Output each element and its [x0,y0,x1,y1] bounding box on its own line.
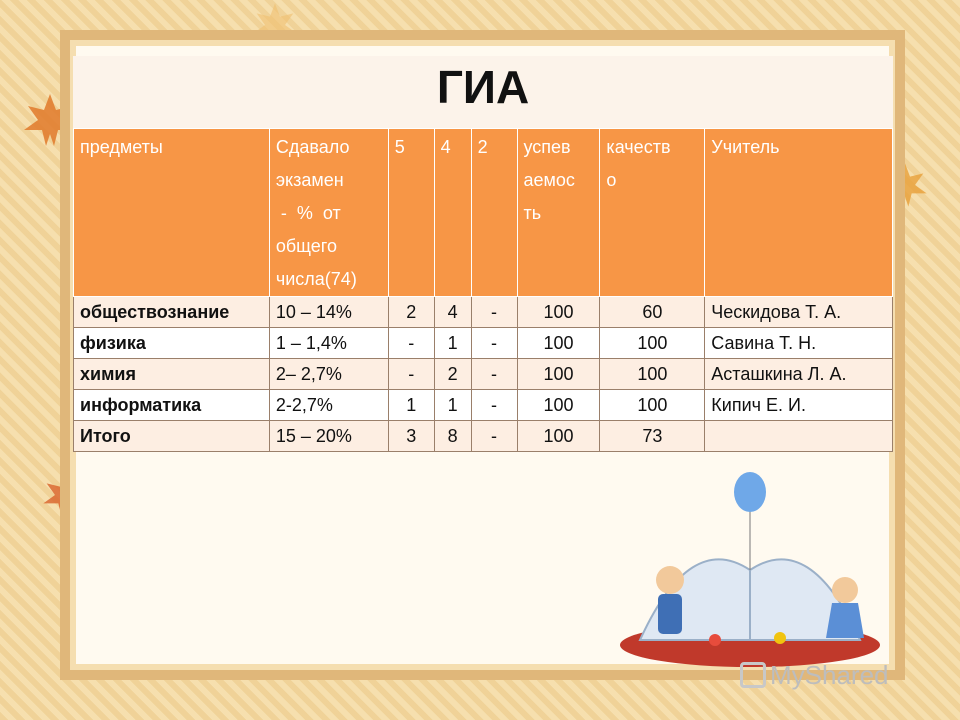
table-row [74,390,893,421]
cell-grade-5: 2 [388,297,434,328]
cell-took-exam: 1 – 1,4% [269,328,388,359]
cell-teacher: Кипич Е. И. [705,390,893,421]
school-book-illustration [600,470,900,680]
cell-took-exam: 10 – 14% [269,297,388,328]
cell-subject: информатика [74,390,270,421]
cell-progress: 100 [517,328,600,359]
cell-took-exam: 15 – 20% [269,421,388,452]
header-line: Сдавало [275,137,350,157]
cell-quality: 73 [600,421,705,452]
cell-took-exam: 2-2,7% [269,390,388,421]
cell-grade-4: 4 [434,297,471,328]
header-quality [600,129,705,297]
cell-teacher: Савина Т. Н. [705,328,893,359]
header-grade-5: 5 [388,129,434,297]
cell-subject: обществознание [74,297,270,328]
cell-quality: 60 [600,297,705,328]
watermark-logo-icon [740,662,766,688]
cell-quality: 100 [600,328,705,359]
header-line: аемос [523,170,575,190]
title-band [73,56,893,128]
cell-quality: 100 [600,359,705,390]
cell-subject: химия [74,359,270,390]
cell-progress: 100 [517,297,600,328]
header-grade-4: 4 [434,129,471,297]
cell-grade-2: - [471,421,517,452]
cell-grade-4: 2 [434,359,471,390]
cell-subject: физика [74,328,270,359]
header-line: экзамен [275,170,344,190]
table-row [74,421,893,452]
cell-grade-5: - [388,328,434,359]
header-took-exam [269,129,388,297]
cell-quality: 100 [600,390,705,421]
cell-grade-5: - [388,359,434,390]
cell-progress: 100 [517,390,600,421]
cell-teacher [705,421,893,452]
cell-grade-2: - [471,359,517,390]
cell-teacher: Ческидова Т. А. [705,297,893,328]
header-subject: предметы [74,129,270,297]
cell-grade-5: 3 [388,421,434,452]
cell-teacher: Асташкина Л. А. [705,359,893,390]
cell-grade-2: - [471,297,517,328]
header-progress [517,129,600,297]
cell-grade-4: 1 [434,328,471,359]
header-line: - % от [275,203,341,223]
cell-subject: Итого [74,421,270,452]
slide-title: ГИА [436,61,530,113]
results-table [73,128,893,452]
table-row [74,328,893,359]
header-grade-2: 2 [471,129,517,297]
cell-progress: 100 [517,359,600,390]
cell-grade-2: - [471,390,517,421]
cell-grade-4: 1 [434,390,471,421]
header-line: успев [523,137,571,157]
cell-grade-5: 1 [388,390,434,421]
header-line: качеств [606,137,671,157]
cell-took-exam: 2– 2,7% [269,359,388,390]
header-line: общего [275,236,337,256]
cell-progress: 100 [517,421,600,452]
table-row [74,359,893,390]
watermark-text: MyShared [770,660,889,690]
header-line: числа(74) [275,269,357,289]
table-row [74,297,893,328]
header-line: о [606,170,617,190]
table-header-row [74,129,893,297]
cell-grade-2: - [471,328,517,359]
header-line: ть [523,203,542,223]
cell-grade-4: 8 [434,421,471,452]
header-teacher: Учитель [705,129,893,297]
